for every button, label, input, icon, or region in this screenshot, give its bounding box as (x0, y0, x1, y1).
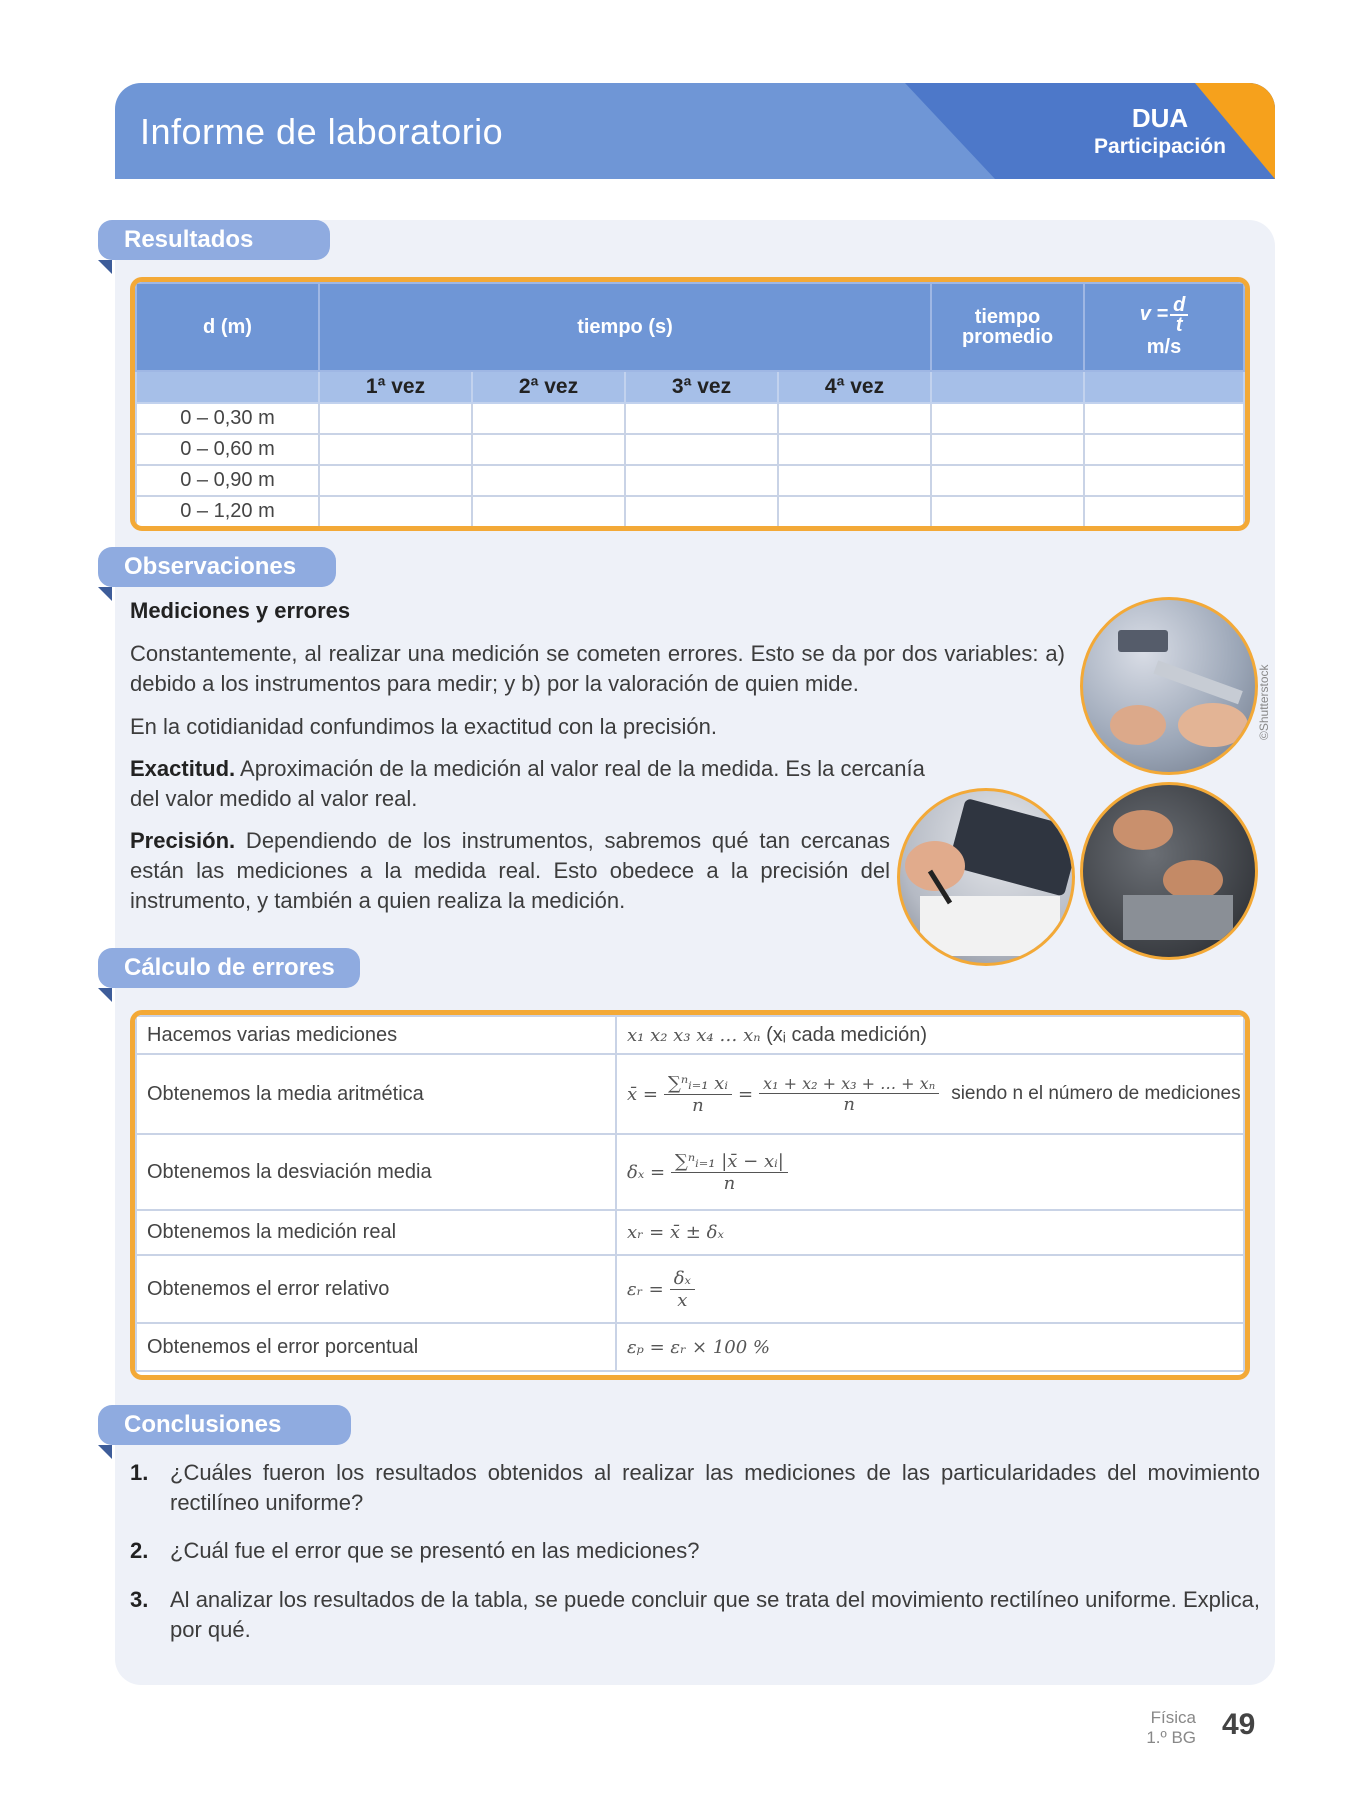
photo-calculator (897, 788, 1075, 966)
observations-tab: Observaciones (98, 547, 336, 587)
photo-machine (1080, 782, 1258, 960)
table-row: Obtenemos el error relativo εᵣ = $\frac{\text{δₓ}}{x}$ (136, 1255, 1244, 1323)
col-header-tiempo: tiempo (s) (319, 283, 931, 371)
footer-subject: Física 1.º BG (1146, 1708, 1196, 1747)
question-3: 3. Al analizar los resultados de la tabla, se puede concluir que se trata del movimiento rectilíneo uniforme. Explica, por qué. (130, 1587, 1260, 1642)
errors-tab: Cálculo de errores (98, 948, 360, 988)
sub-3: 3ª vez (625, 371, 778, 403)
table-row: Obtenemos la media aritmética x̄ = $\frac{\text{∑ⁿᵢ₌₁ xᵢ}}{n}$ = $\frac{\text{x₁ + x₂ + x₃ + … + xₙ}}{n}$ siendo n el número de mediciones (136, 1054, 1244, 1134)
table-row: Obtenemos la medición real xᵣ = x̄ ± δₓ (136, 1210, 1244, 1255)
sub-1: 1ª vez (319, 371, 472, 403)
micrometer-icon (1083, 785, 1255, 957)
dua-label: DUA (1131, 103, 1189, 133)
table-row: Hacemos varias mediciones x₁ x₂ x₃ x₄ … xₙ (xᵢ cada medición) (136, 1016, 1244, 1054)
conclusions-tab: Conclusiones (98, 1405, 351, 1445)
col-header-velocity: v = $\frac{d}{t}$ m/s (1084, 283, 1244, 371)
errors-table (135, 1015, 1245, 1372)
calculator-icon (900, 791, 1072, 963)
table-row: 0 – 1,20 m (136, 496, 1244, 527)
photo-credit: ©Shutterstock (1257, 664, 1271, 740)
dua-sublabel: Participación (1094, 135, 1226, 158)
sub-4: 4ª vez (778, 371, 931, 403)
table-row: Obtenemos la desviación media δₓ = $\frac{\text{∑ⁿᵢ₌₁ |x̄ − xᵢ|}}{n}$ (136, 1134, 1244, 1210)
question-2: 2. ¿Cuál fue el error que se presentó en las mediciones? (130, 1538, 700, 1563)
col-header-d: d (m) (136, 283, 319, 371)
observations-p4: Precisión. Dependiendo de los instrumentos, sabremos qué tan cercanas están las mediciones a la medida real. Esto obedece a la precisión del instrumento, y también a quien realiza la medición. (130, 828, 890, 913)
observations-p2: En la cotidianidad confundimos la exactitud con la precisión. (130, 714, 718, 739)
results-table (135, 282, 1245, 528)
caliper-icon (1083, 600, 1255, 772)
table-row: 0 – 0,90 m (136, 465, 1244, 496)
header-banner (115, 83, 1275, 179)
results-table-box (130, 277, 1250, 531)
question-1: 1. ¿Cuáles fueron los resultados obtenidos al realizar las mediciones de las particularidades del movimiento rectilíneo uniforme? (130, 1460, 1260, 1515)
observations-p1: Constantemente, al realizar una medición se cometen errores. Esto se da por dos variables: a) debido a los instrumentos para medir; y b) por la valoración de quien mide. (130, 641, 1065, 696)
observations-heading: Mediciones y errores (130, 598, 351, 623)
table-row: 0 – 0,60 m (136, 434, 1244, 465)
errors-table-box (130, 1010, 1250, 1380)
page-title: Informe de laboratorio (140, 111, 504, 152)
col-header-promedio: tiempo promedio (931, 283, 1084, 371)
sub-2: 2ª vez (472, 371, 625, 403)
results-tab: Resultados (98, 220, 330, 260)
table-row: 0 – 0,30 m (136, 403, 1244, 434)
table-row: Obtenemos el error porcentual εₚ = εᵣ × 100 % (136, 1323, 1244, 1371)
page-number: 49 (1222, 1708, 1256, 1741)
observations-p3: Exactitud. Aproximación de la medición al valor real de la medida. Es la cercanía del valor medido al valor real. (130, 756, 925, 811)
photo-caliper (1080, 597, 1258, 775)
